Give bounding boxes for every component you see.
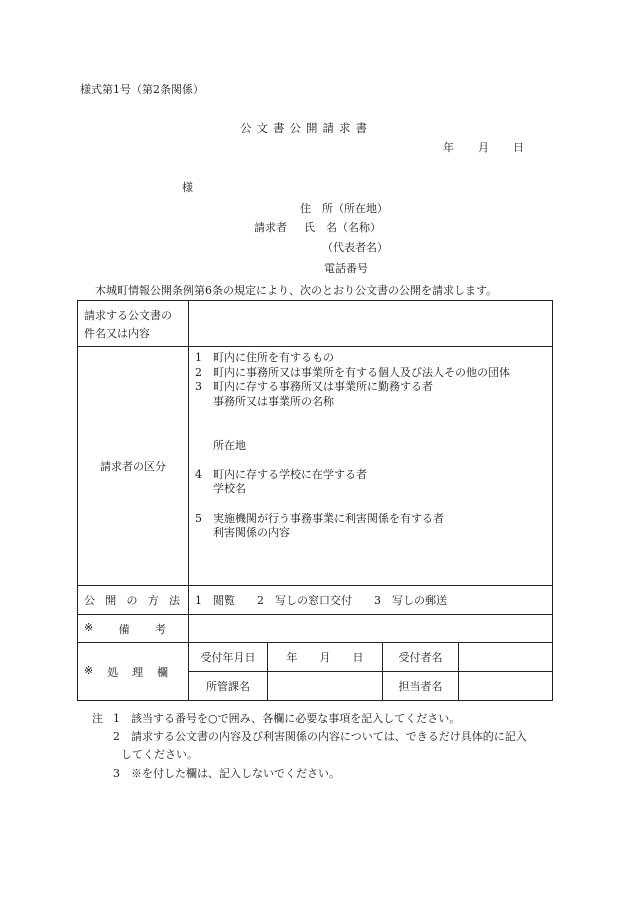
interest-content-label: 利害関係の内容 [213, 526, 290, 540]
category-label-cell [78, 347, 189, 586]
document-field[interactable] [189, 301, 553, 347]
category-field[interactable] [189, 347, 553, 586]
department-label: 所管課名 [189, 672, 268, 701]
method-label-char: 公 [84, 594, 95, 607]
notes-prefix: 注 [92, 712, 103, 725]
remarks-field [189, 615, 553, 643]
representative-label: （代表者名） [322, 241, 388, 254]
remarks-label-char: 考 [155, 622, 166, 636]
date-year-label: 年 [443, 141, 454, 154]
date-line [443, 142, 524, 153]
category-option-1[interactable]: 1 町内に住所を有するもの [195, 351, 334, 364]
requester-label: 請求者 [254, 221, 287, 234]
office-location-label: 所在地 [213, 438, 246, 452]
processing-label-cell [78, 643, 189, 701]
receipt-date-label: 受付年月日 [189, 643, 268, 672]
document-label-line2: 件名又は内容 [84, 326, 150, 340]
processing-label-char: 欄 [156, 665, 168, 679]
office-name-label: 事務所又は事業所の名称 [213, 394, 334, 408]
method-label-char: 法 [169, 594, 180, 607]
address-label: 住 所（所在地） [300, 202, 388, 215]
method-label-cell [78, 586, 189, 615]
addressee-suffix: 様 [182, 181, 193, 194]
remarks-label-char: ※ [84, 620, 94, 634]
person-in-charge-field [459, 672, 553, 701]
note-3: 3 ※を付した欄は、記入しないでください。 [113, 767, 340, 780]
intro-text: 木城町情報公開条例第6条の規定により、次のとおり公文書の公開を請求します。 [95, 284, 498, 297]
person-in-charge-label: 担当者名 [383, 672, 459, 701]
form-title: 公文書公開請求書 [240, 121, 372, 135]
document-label-line1: 請求する公文書の [84, 308, 172, 322]
receiver-field [459, 643, 553, 672]
date-month-label: 月 [478, 141, 489, 154]
receipt-date-value: 年 月 日 [268, 643, 383, 672]
method-label-char: の [126, 594, 138, 607]
remarks-label-cell [78, 615, 189, 643]
phone-label: 電話番号 [324, 262, 368, 275]
category-label: 請求者の区分 [100, 460, 166, 473]
processing-label-char: 理 [132, 665, 144, 679]
note-1: 1 該当する番号を○で囲み、各欄に必要な事項を記入してください。 [113, 712, 461, 725]
category-option-3[interactable]: 3 町内に存する事務所又は事業所に勤務する者 [195, 380, 433, 394]
remarks-label-char: 備 [118, 622, 130, 636]
document-label-cell [78, 301, 189, 347]
method-label-char: 方 [147, 594, 159, 607]
school-name-label: 学校名 [213, 482, 246, 496]
category-option-5[interactable]: 5 実施機関が行う事務事業に利害関係を有する者 [195, 511, 444, 525]
category-option-4[interactable]: 4 町内に存する学校に在学する者 [195, 467, 367, 481]
method-label-char: 開 [105, 594, 117, 607]
processing-label-char: ※ [84, 663, 94, 677]
receiver-label: 受付者名 [383, 643, 459, 672]
method-options-text[interactable]: 1 閲覧 2 写しの窓口交付 3 写しの郵送 [195, 594, 447, 607]
form-number: 様式第1号（第2条関係） [80, 83, 204, 96]
note-2-continued: してください。 [121, 748, 198, 761]
processing-label-char: 処 [107, 665, 119, 679]
name-label: 氏 名（名称） [304, 221, 381, 234]
method-options[interactable] [189, 586, 553, 615]
department-field [268, 672, 383, 701]
request-table [77, 300, 553, 701]
date-day-label: 日 [513, 141, 524, 154]
note-2: 2 請求する公文書の内容及び利害関係の内容については、できるだけ具体的に記入 [113, 730, 527, 743]
category-option-2[interactable]: 2 町内に事務所又は事業所を有する個人及び法人その他の団体 [195, 365, 510, 379]
